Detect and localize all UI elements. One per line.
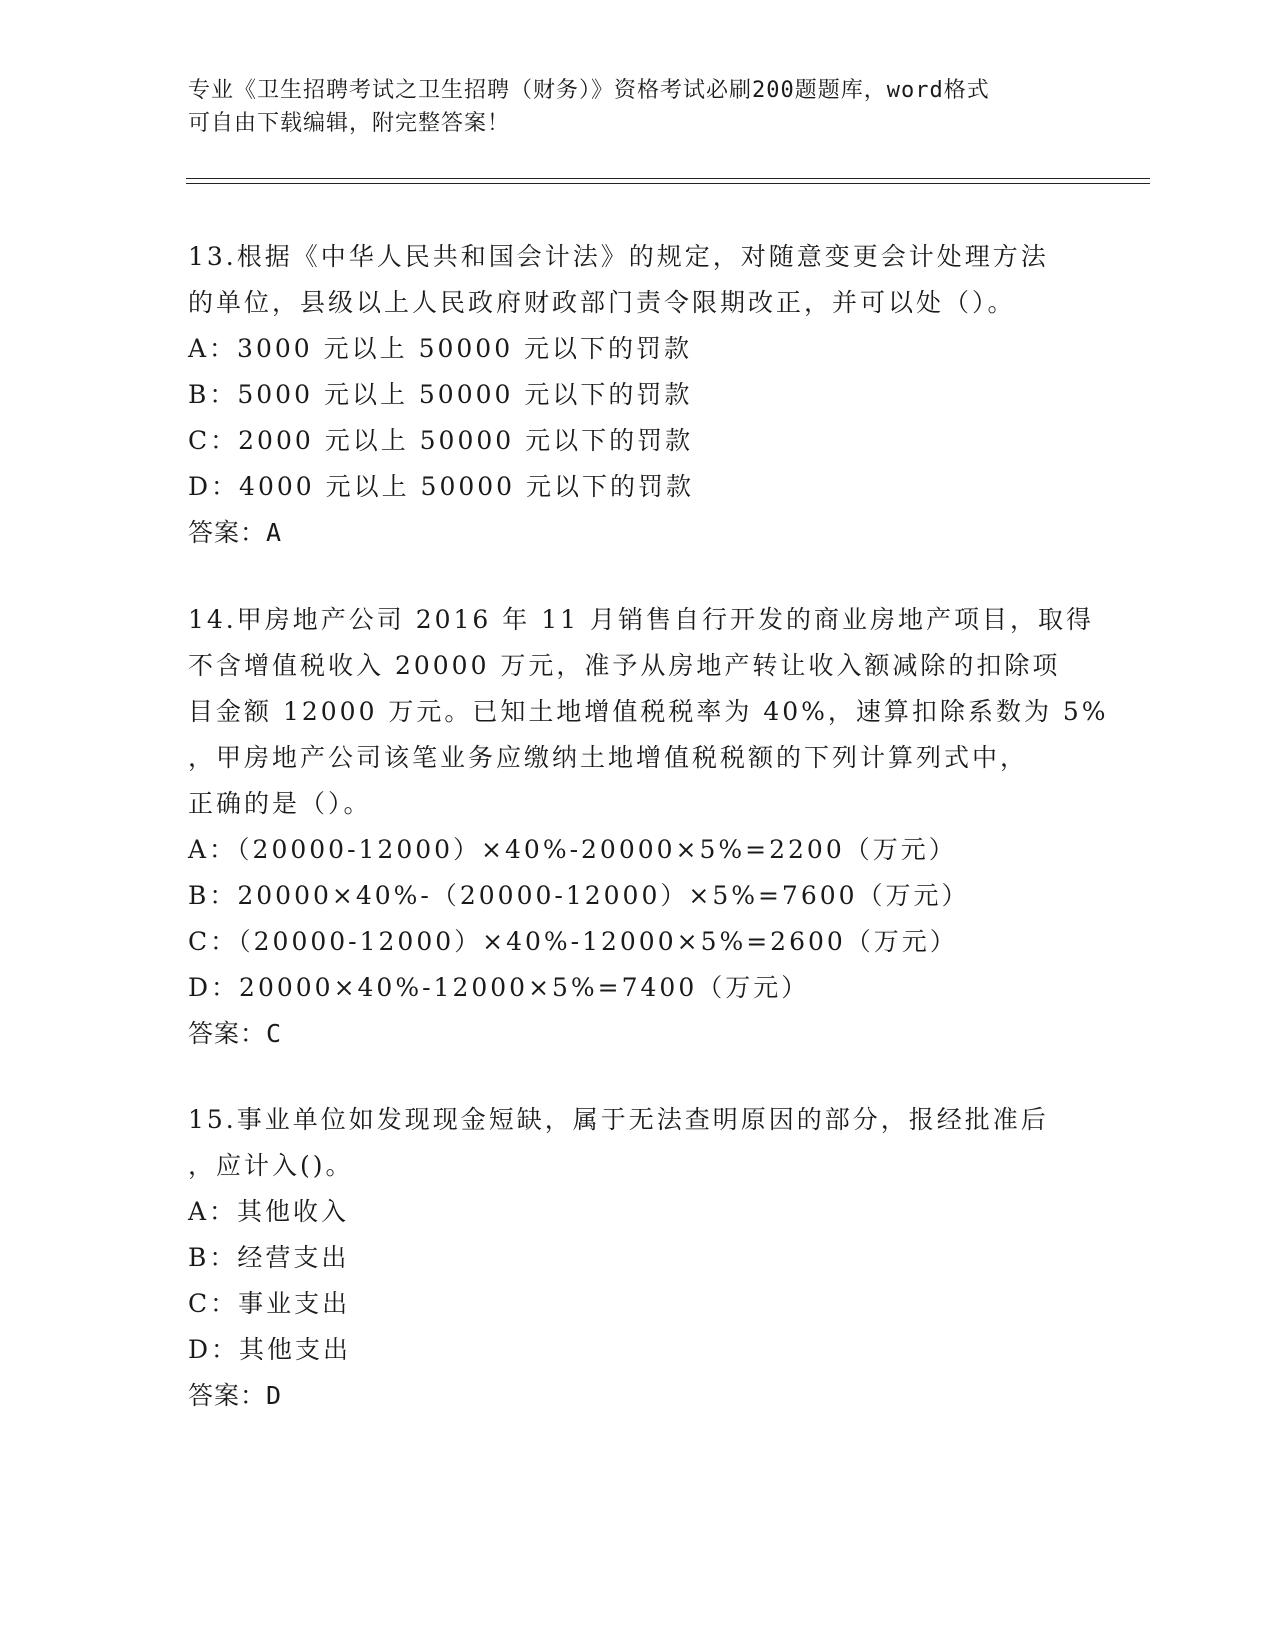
question-stem-line: 13.根据《中华人民共和国会计法》的规定，对随意变更会计处理方法 xyxy=(188,242,1049,271)
answer: 答案：C xyxy=(188,1019,283,1048)
question-15 xyxy=(188,1097,1088,1419)
question-14 xyxy=(188,597,1109,1057)
answer: 答案：A xyxy=(188,518,283,547)
question-stem-line: 正确的是（）。 xyxy=(188,789,372,818)
document-header xyxy=(188,74,1068,140)
option-a: A：3000 元以上 50000 元以下的罚款 xyxy=(188,334,693,363)
question-stem-line: 目金额 12000 万元。已知土地增值税税率为 40%，速算扣除系数为 5% xyxy=(188,697,1109,726)
question-stem-line: 的单位，县级以上人民政府财政部门责令限期改正，并可以处（）。 xyxy=(188,288,1016,317)
header-line: 可自由下载编辑，附完整答案！ xyxy=(188,111,511,136)
option-c: C：事业支出 xyxy=(188,1289,351,1318)
question-stem-line: 15.事业单位如发现现金短缺，属于无法查明原因的部分，报经批准后 xyxy=(188,1105,1049,1134)
header-divider xyxy=(186,178,1150,179)
option-a: A：其他收入 xyxy=(188,1197,350,1226)
question-stem-line: ，应计入()。 xyxy=(188,1151,354,1180)
question-stem-line: 14.甲房地产公司 2016 年 11 月销售自行开发的商业房地产项目，取得 xyxy=(188,605,1094,634)
option-b: B：5000 元以上 50000 元以下的罚款 xyxy=(188,380,693,409)
question-stem-line: 不含增值税收入 20000 万元，准予从房地产转让收入额减除的扣除项 xyxy=(188,651,1061,680)
header-line: 专业《卫生招聘考试之卫生招聘（财务）》资格考试必刷200题题库，word格式 xyxy=(188,78,990,103)
option-d: D：20000×40%-12000×5%=7400（万元） xyxy=(188,973,810,1002)
answer: 答案：D xyxy=(188,1381,283,1410)
question-13 xyxy=(188,234,1088,556)
option-b: B：20000×40%-（20000-12000）×5%=7600（万元） xyxy=(188,881,970,910)
option-c: C：（20000-12000）×40%-12000×5%=2600（万元） xyxy=(188,927,958,956)
question-stem-line: ，甲房地产公司该笔业务应缴纳土地增值税税额的下列计算列式中， xyxy=(188,743,1029,772)
option-d: D：4000 元以上 50000 元以下的罚款 xyxy=(188,472,695,501)
option-c: C：2000 元以上 50000 元以下的罚款 xyxy=(188,426,694,455)
option-b: B：经营支出 xyxy=(188,1243,350,1272)
option-a: A：（20000-12000）×40%-20000×5%=2200（万元） xyxy=(188,835,957,864)
option-d: D：其他支出 xyxy=(188,1335,352,1364)
header-divider xyxy=(186,183,1150,184)
